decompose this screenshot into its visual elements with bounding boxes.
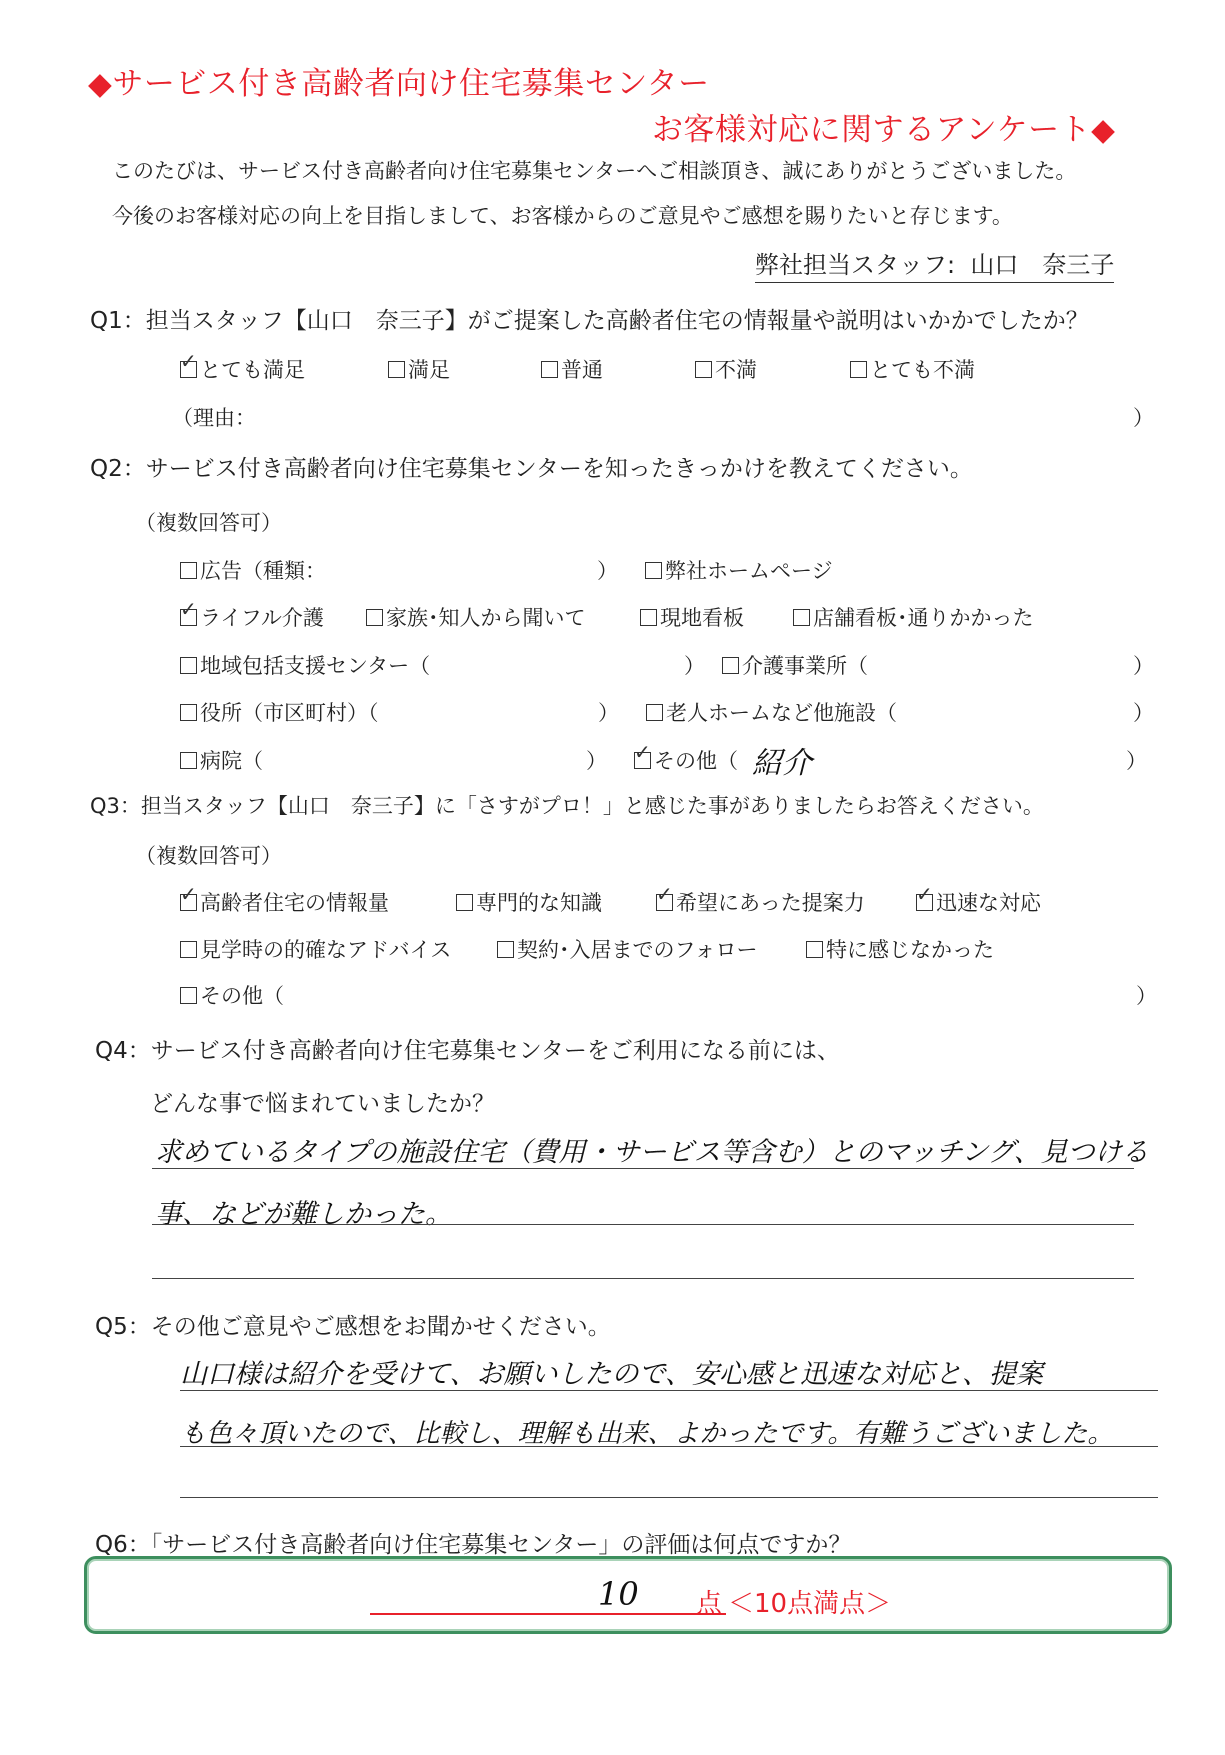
q2-center-close: ） (684, 654, 705, 678)
q5-answer-rule-3 (180, 1497, 1158, 1498)
q2-option-hospital[interactable]: 病院（ (180, 745, 263, 775)
checkbox[interactable] (366, 609, 383, 626)
checkbox-checked[interactable] (634, 752, 651, 769)
q5-answer-line1[interactable]: 山口様は紹介を受けて、お願いしたので、安心感と迅速な対応と、提案 (180, 1359, 1043, 1390)
checkbox-checked[interactable] (180, 894, 197, 911)
q2-ad-close: ） (597, 559, 618, 583)
q4-answer-rule-1 (152, 1168, 1134, 1169)
q5-answer-rule-1 (180, 1390, 1158, 1391)
q3-option-none[interactable]: 特に感じなかった (806, 934, 994, 964)
checkbox[interactable] (388, 361, 405, 378)
q2-question: Q2：サービス付き高齢者向け住宅募集センターを知ったきっかけを教えてください。 (90, 456, 973, 482)
checkbox[interactable] (793, 609, 810, 626)
q2-city-close: ） (598, 701, 619, 725)
score-underline (370, 1613, 726, 1615)
staff-line (755, 245, 1114, 283)
q1-question: Q1：担当スタッフ【山口 奈三子】がご提案した高齢者住宅の情報量や説明はいかかでしたか？ (90, 308, 1089, 334)
q1-option-very-satisfied[interactable]: ✓とても満足 (180, 354, 305, 384)
q1-option-very-dissatisfied[interactable]: とても不満 (850, 354, 975, 384)
q4-answer-line1[interactable]: 求めているタイプの施設住宅（費用・サービス等含む）とのマッチング、見つける (155, 1137, 1149, 1168)
q2-option-homepage[interactable]: 弊社ホームページ (645, 555, 833, 585)
q5-question: Q5：その他ご意見やご感想をお聞かせください。 (95, 1314, 611, 1340)
checkbox[interactable] (722, 657, 739, 674)
title-line1: ◆サービス付き高齢者向け住宅募集センター (88, 66, 710, 102)
q3-option-knowledge[interactable]: 専門的な知識 (456, 887, 602, 917)
checkbox-checked[interactable] (180, 609, 197, 626)
checkbox[interactable] (850, 361, 867, 378)
score-max: ＜10点満点＞ (728, 1589, 892, 1619)
checkbox[interactable] (497, 941, 514, 958)
q2-option-store-sign[interactable]: 店舗看板･通りかかった (793, 602, 1034, 632)
q1-reason-label: （理由： (172, 406, 256, 430)
staff-name: 山口 奈三子 (970, 251, 1115, 279)
checkbox[interactable] (180, 704, 197, 721)
q2-option-ad[interactable]: 広告（種類： (180, 555, 326, 585)
checkbox[interactable] (806, 941, 823, 958)
intro-line1: このたびは、サービス付き高齢者向け住宅募集センターへご相談頂き、誠にありがとうございました。 (112, 159, 1077, 183)
q4-question-line1: Q4：サービス付き高齢者向け住宅募集センターをご利用になる前には、 (95, 1038, 840, 1064)
q1-option-satisfied[interactable]: 満足 (388, 354, 450, 384)
checkbox[interactable] (180, 987, 197, 1004)
q2-other-answer[interactable]: 紹介 (752, 746, 812, 781)
checkbox-checked[interactable] (656, 894, 673, 911)
q3-option-other[interactable]: その他（ (180, 980, 284, 1010)
q4-question-line2: どんな事で悩まれていましたか？ (150, 1091, 495, 1117)
q2-care-close: ） (1133, 654, 1154, 678)
q3-option-speed[interactable]: ✓ 迅速な対応 (916, 887, 1041, 917)
q3-question: Q3：担当スタッフ【山口 奈三子】に「さすがプロ！」と感じた事がありましたらお答えください。 (90, 794, 1044, 818)
score-unit: 点 (696, 1589, 723, 1619)
q2-option-other[interactable]: ✓ その他（ (634, 745, 738, 775)
checkbox-checked[interactable] (916, 894, 933, 911)
checkbox[interactable] (180, 752, 197, 769)
checkbox[interactable] (180, 941, 197, 958)
q3-other-close: ） (1136, 984, 1157, 1008)
q1-reason-close: ） (1133, 406, 1154, 430)
q2-option-family[interactable]: 家族･知人から聞いて (366, 602, 586, 632)
checkbox[interactable] (180, 562, 197, 579)
score-value[interactable]: 10 (598, 1575, 639, 1613)
checkbox[interactable] (645, 562, 662, 579)
title-line2: お客様対応に関するアンケート◆ (652, 112, 1116, 148)
q2-option-facility[interactable]: 老人ホームなど他施設（ (646, 697, 897, 727)
checkbox[interactable] (456, 894, 473, 911)
q3-option-follow[interactable]: 契約･入居までのフォロー (497, 934, 757, 964)
checkbox[interactable] (646, 704, 663, 721)
checkbox[interactable] (640, 609, 657, 626)
q5-answer-rule-2 (180, 1446, 1158, 1447)
checkbox[interactable] (180, 657, 197, 674)
q2-multi: （複数回答可） (135, 511, 282, 535)
q2-facility-close: ） (1133, 701, 1154, 725)
staff-label: 弊社担当スタッフ: (755, 251, 956, 279)
q2-option-lifull[interactable]: ✓ライフル介護 (180, 602, 324, 632)
checkbox-checked[interactable] (180, 361, 197, 378)
q1-option-dissatisfied[interactable]: 不満 (695, 354, 757, 384)
q4-answer-rule-2 (152, 1224, 1134, 1225)
q1-option-normal[interactable]: 普通 (541, 354, 603, 384)
q3-option-advice[interactable]: 見学時の的確なアドバイス (180, 934, 451, 964)
q3-multi: （複数回答可） (135, 844, 282, 868)
q3-option-proposal[interactable]: ✓ 希望にあった提案力 (656, 887, 865, 917)
checkbox[interactable] (541, 361, 558, 378)
q2-other-close: ） (1126, 749, 1147, 773)
q3-option-info[interactable]: ✓高齢者住宅の情報量 (180, 887, 389, 917)
q2-option-city-office[interactable]: 役所（市区町村）（ (180, 697, 379, 727)
intro-line2: 今後のお客様対応の向上を目指しまして、お客様からのご意見やご感想を賜りたいと存じます。 (112, 204, 1013, 228)
checkbox[interactable] (695, 361, 712, 378)
q2-option-site-sign[interactable]: 現地看板 (640, 602, 744, 632)
q4-answer-rule-3 (152, 1278, 1134, 1279)
q6-question: Q6：「サービス付き高齢者向け住宅募集センター」の評価は何点ですか？ (95, 1532, 852, 1558)
q2-option-center[interactable]: 地域包括支援センター（ (180, 650, 430, 680)
q4-answer-line2[interactable]: 事、などが難しかった。 (155, 1199, 452, 1230)
q5-answer-line2[interactable]: も色々頂いたので、比較し、理解も出来、よかったです。有難うございました。 (180, 1419, 1114, 1449)
q2-option-care-office[interactable]: 介護事業所（ (722, 650, 868, 680)
q2-hospital-close: ） (586, 749, 607, 773)
